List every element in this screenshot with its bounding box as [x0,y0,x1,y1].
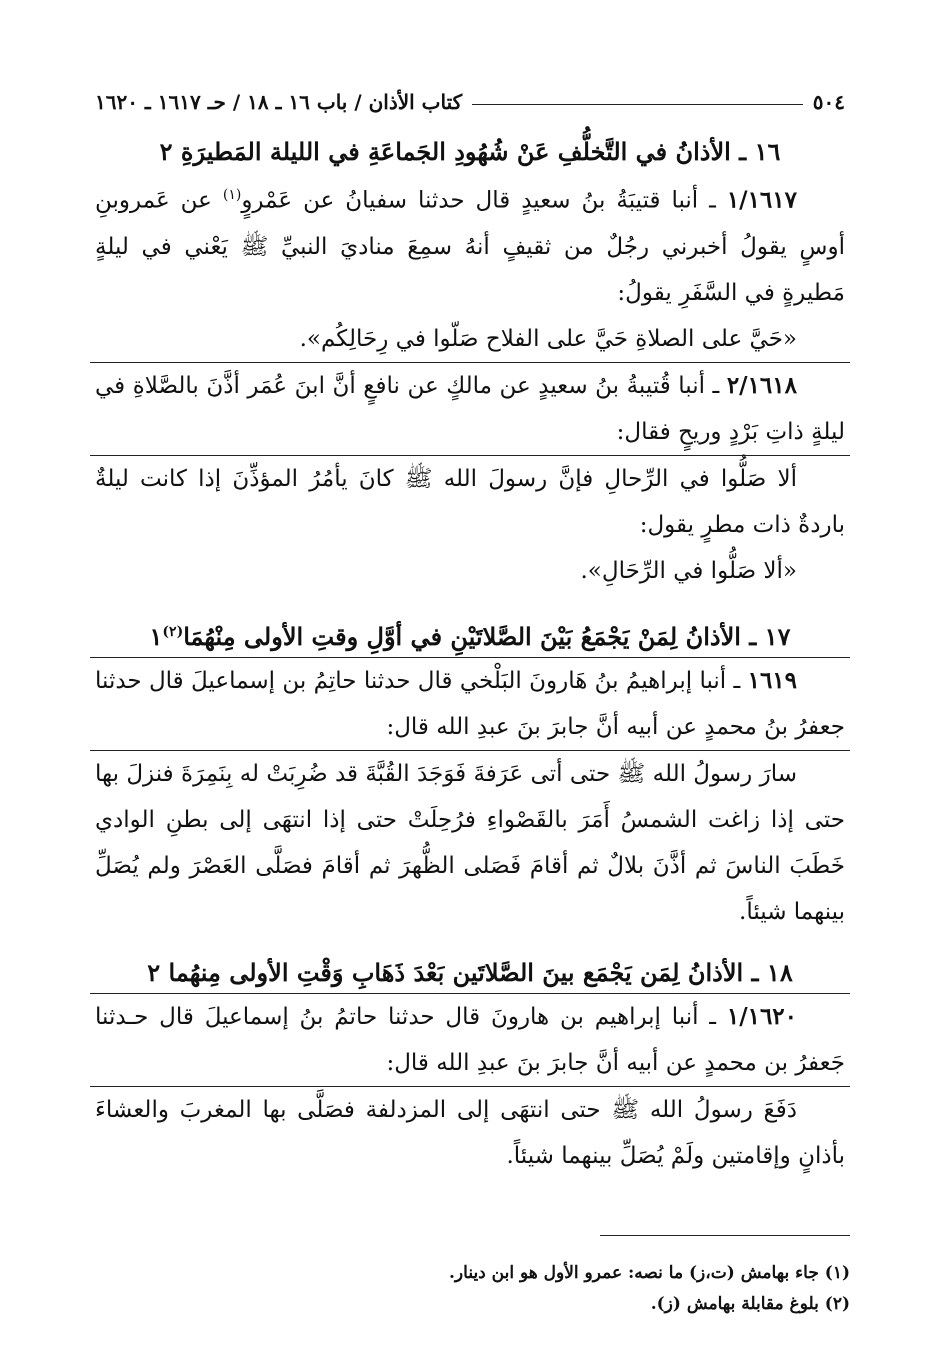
running-header [95,84,845,114]
page-number: ٥٠٤ [812,90,845,114]
hadith-1620-isnad [95,994,845,1086]
header-divider [472,104,803,105]
footnote-2: (٢) بلوغ مقابلة بهامش (ز). [650,1294,850,1314]
section-heading-18: ١٨ ـ الأذانُ لِمَن يَجْمَع بينَ الصَّلاتَين بَعْدَ ذَهَابِ وَقْتِ الأولى مِنهُما ٢ [147,957,793,987]
hadith-isnad-cont: عن عَمروبنِ أوسٍ يقولُ أخبرني رجُلٌ من ثقيفٍ أنهُ سمِعَ مناديَ النبيِّ ﷺ يَعْني في ليلةٍ مَطيرةٍ في السَّفَرِ يقولُ: [95,187,845,306]
hadith-isnad: ـ أنبا إبراهيم بن هارونَ قال حدثنا حاتمُ بنُ إسماعيلَ قال حـدثنا جَعفرُ بن محمدٍ عن أبيه أنَّ جابرَ بنَ عبدِ الله قال: [95,1003,845,1076]
section-heading-17 [95,612,845,657]
hadith-1618-matn-2: «ألا صَلُّوا في الرِّحَالِ». [580,557,797,584]
hadith-number: ١٦١٩ [747,666,798,694]
hadith-number: ١/١٦٢٠ [726,1002,798,1030]
running-title: كتاب الأذان / باب ١٦ ـ ١٨ / حـ ١٦١٧ ـ ١٦٢٠ [95,90,463,114]
hadith-1619-isnad [95,658,845,750]
footnote-1: (١) جاء بهامش (ت،ز) ما نصه: عمرو الأول هو ابن دينار. [449,1263,850,1283]
hadith-1618-isnad [95,363,845,455]
heading-tail: ١ [149,621,163,651]
footnote-divider [600,1235,850,1236]
footnote-marker: (٢) [162,623,184,640]
hadith-isnad: ـ أنبا قُتيبةُ بنُ سعيدٍ عن مالكٍ عن نافعٍ أنَّ ابنَ عُمَر أذَّنَ بالصَّلاةِ في ليلةٍ ذاتِ بَرْدٍ وريحٍ فقال: [95,372,845,445]
page-body [95,84,845,1179]
hadith-1619-matn: سارَ رسولُ الله ﷺ حتى أتى عَرَفةَ فَوَجَدَ القُبَّةَ قد ضُرِبَتْ له بِنَمِرَةَ فنزلَ بها حتى إذا زاغت الشمسُ أَمَرَ بالقَصْواءِ فرُحِلَتْ حتى إذا انتهَى إلى بطنِ الوادي خَطَبَ الناسَ ثم أذَّنَ بلالٌ ثم أقامَ فَصَلى الظُّهرَ ثم أقامَ فصَلَّى العَصْرَ ولم يُصَلِّ بينهما شيئاً. [95,760,845,925]
hadith-isnad: ـ أنبا إبراهيمُ بنُ هَارونَ البَلْخي قال حدثنا حاتِمُ بن إسماعيلَ قال حدثنا جعفرُ بنُ محمدٍ عن أبيه أنَّ جابرَ بنَ عبدِ الله قال: [95,667,845,740]
hadith-number: ٢/١٦١٨ [726,371,797,399]
hadith-1617-matn: «حَيَّ على الصلاةِ حَيَّ على الفلاح صَلّوا في رِحَالِكُم». [299,325,797,352]
hadith-1618-matn: ألا صَلُّوا في الرِّحالِ فإنَّ رسولَ الله ﷺ كانَ يأمُرُ المؤذِّنَ إذا كانت ليلةٌ باردةٌ ذات مطرٍ يقول: [95,465,845,538]
hadith-1620-matn: دَفَعَ رسولُ الله ﷺ حتى انتهَى إلى المزدلفة فصَلَّى بها المغربَ والعشاءَ بأذانٍ وإقامتين ولَمْ يُصَلِّ بينهما شيئاً. [95,1096,845,1169]
hadith-isnad: ـ أنبا قتيبَةُ بنُ سعيدٍ قال حدثنا سفيانُ عن عَمْروٍ [241,187,716,214]
section-heading-16: ١٦ ـ الأذانُ في التَّخلُّفِ عَنْ شُهُودِ الجَماعَةِ في الليلة المَطيرَةِ ٢ [159,137,781,166]
hadith-number: ١/١٦١٧ [726,186,797,214]
heading-text: ١٧ ـ الأذانُ لِمَنْ يَجْمَعُ بَيْنَ الصَّلاتَيْنِ في أوَّلِ وقتِ الأولى مِنْهُمَا [183,621,791,651]
hadith-1617-isnad [95,172,845,316]
footnotes [330,1258,850,1320]
footnote-marker: (١) [222,187,242,203]
